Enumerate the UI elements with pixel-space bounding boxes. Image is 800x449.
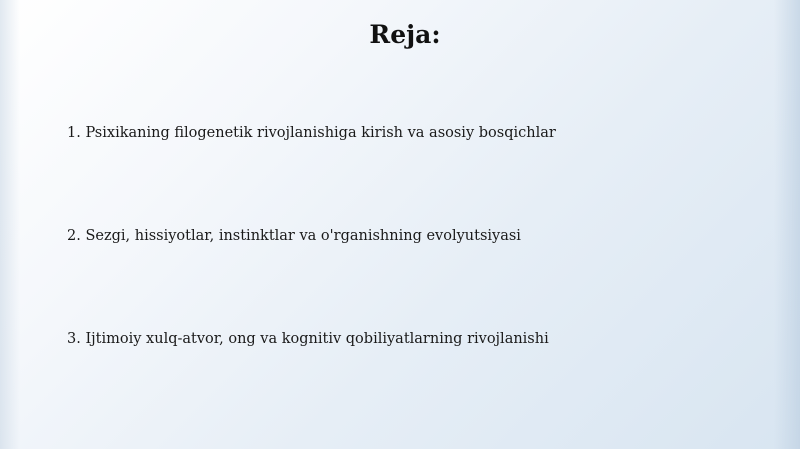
right-edge-shade [774,0,800,449]
left-edge-shade [0,0,20,449]
plan-item-2: 2. Sezgi, hissiyotlar, instinktlar va o'rganishning evolyutsiyasi [67,228,521,244]
slide-title: Reja: [369,20,441,49]
plan-item-1: 1. Psixikaning filogenetik rivojlanishiga kirish va asosiy bosqichlar [67,125,556,141]
plan-item-3: 3. Ijtimoiy xulq-atvor, ong va kognitiv qobiliyatlarning rivojlanishi [67,331,549,347]
